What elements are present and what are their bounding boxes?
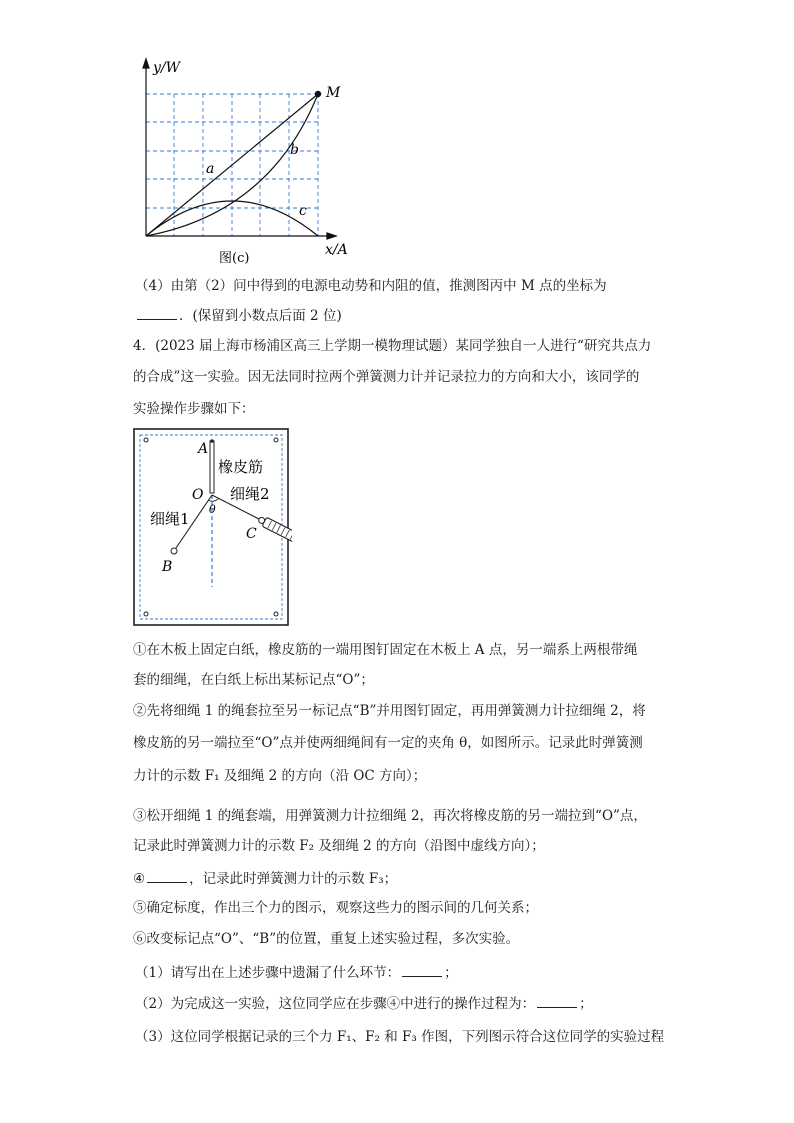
problem4-line3: 实验操作步骤如下： (133, 401, 255, 417)
label-rope-2: 细绳2 (230, 485, 270, 503)
step4-suffix: ，记录此时弹簧测力计的示数 F₃； (189, 871, 398, 887)
answer-blank-q1[interactable] (402, 962, 442, 977)
curve-a-label: a (206, 161, 215, 177)
q4-sub4-line1: （4）由第（2）问中得到的电源电动势和内阻的值，推测图丙中 M 点的坐标为 (135, 278, 607, 294)
question1-suffix: ； (444, 965, 458, 981)
question1-line (135, 962, 458, 983)
label-o: O (192, 487, 204, 503)
label-c: C (246, 526, 257, 542)
point-m-label: M (326, 85, 341, 101)
y-axis-label: y/W (153, 60, 181, 76)
step1-line1: ①在木板上固定白纸，橡皮筋的一端用图钉固定在木板上 A 点，另一端系上两根带绳 (133, 642, 638, 658)
label-b: B (162, 559, 173, 575)
figure-c-graph (120, 55, 360, 270)
curve-b-label: b (290, 142, 299, 158)
pin-a (210, 439, 214, 443)
label-a: A (198, 441, 209, 457)
answer-blank-step4[interactable] (147, 868, 187, 883)
problem4-line1: 4．(2023 届上海市杨浦区高三上学期一模物理试题）某同学独自一人进行“研究共点力 (133, 338, 652, 354)
question2-text: （2）为完成这一实验，这位同学应在步骤④中进行的操作过程为： (135, 996, 536, 1012)
spring-scale (257, 515, 292, 546)
figure-c-caption: 图(c) (219, 251, 250, 266)
step1-line2: 套的细绳，在白纸上标出某标记点“O”； (133, 672, 374, 688)
q4-sub4-line2 (135, 305, 342, 326)
step2-line2: 橡皮筋的另一端拉至“O”点并使两细绳间有一定的夹角 θ，如图所示。记录此时弹簧测 (133, 735, 643, 751)
x-axis-label: x/A (325, 242, 348, 258)
point-m-dot (315, 91, 321, 97)
loop-b (171, 548, 177, 554)
question3-line: （3）这位同学根据记录的三个力 F₁、F₂ 和 F₃ 作图，下列图示符合这位同学的实验过程 (135, 1029, 665, 1045)
problem4-line2: 的合成”这一实验。因无法同时拉两个弹簧测力计并记录拉力的方向和大小，该同学的 (133, 369, 640, 385)
figure-board (132, 427, 292, 630)
axes (143, 59, 336, 239)
step2-line3: 力计的示数 F₁ 及细绳 2 的方向（沿 OC 方向）； (133, 768, 427, 784)
question1-text: （1）请写出在上述步骤中遗漏了什么环节： (135, 965, 401, 981)
curve-c-label: c (299, 203, 307, 219)
label-rubber-band: 橡皮筋 (218, 458, 264, 476)
step4-prefix: ④ (133, 871, 146, 887)
question2-line (135, 993, 593, 1014)
label-theta: θ (209, 503, 216, 516)
step3-line1: ③松开细绳 1 的绳套端，用弹簧测力计拉细绳 2，再次将橡皮筋的另一端拉到“O”点， (133, 808, 647, 824)
question2-suffix: ； (579, 996, 593, 1012)
label-rope-1: 细绳1 (150, 510, 190, 528)
q4-sub4-line2-text: ．(保留到小数点后面 2 位) (179, 308, 342, 324)
answer-blank-m[interactable] (137, 305, 177, 320)
step6-line: ⑥改变标记点“O”、“B”的位置，重复上述实验过程，多次实验。 (133, 931, 520, 947)
step5-line: ⑤确定标度，作出三个力的图示，观察这些力的图示间的几何关系； (133, 900, 538, 916)
step2-line1: ②先将细绳 1 的绳套拉至另一标记点“B”并用图钉固定，再用弹簧测力计拉细绳 2，将 (133, 703, 646, 719)
step4-line (133, 868, 397, 889)
rubber-band (210, 441, 214, 493)
answer-blank-q2[interactable] (537, 993, 577, 1008)
step3-line2: 记录此时弹簧测力计的示数 F₂ 及细绳 2 的方向（沿图中虚线方向）； (133, 838, 545, 854)
